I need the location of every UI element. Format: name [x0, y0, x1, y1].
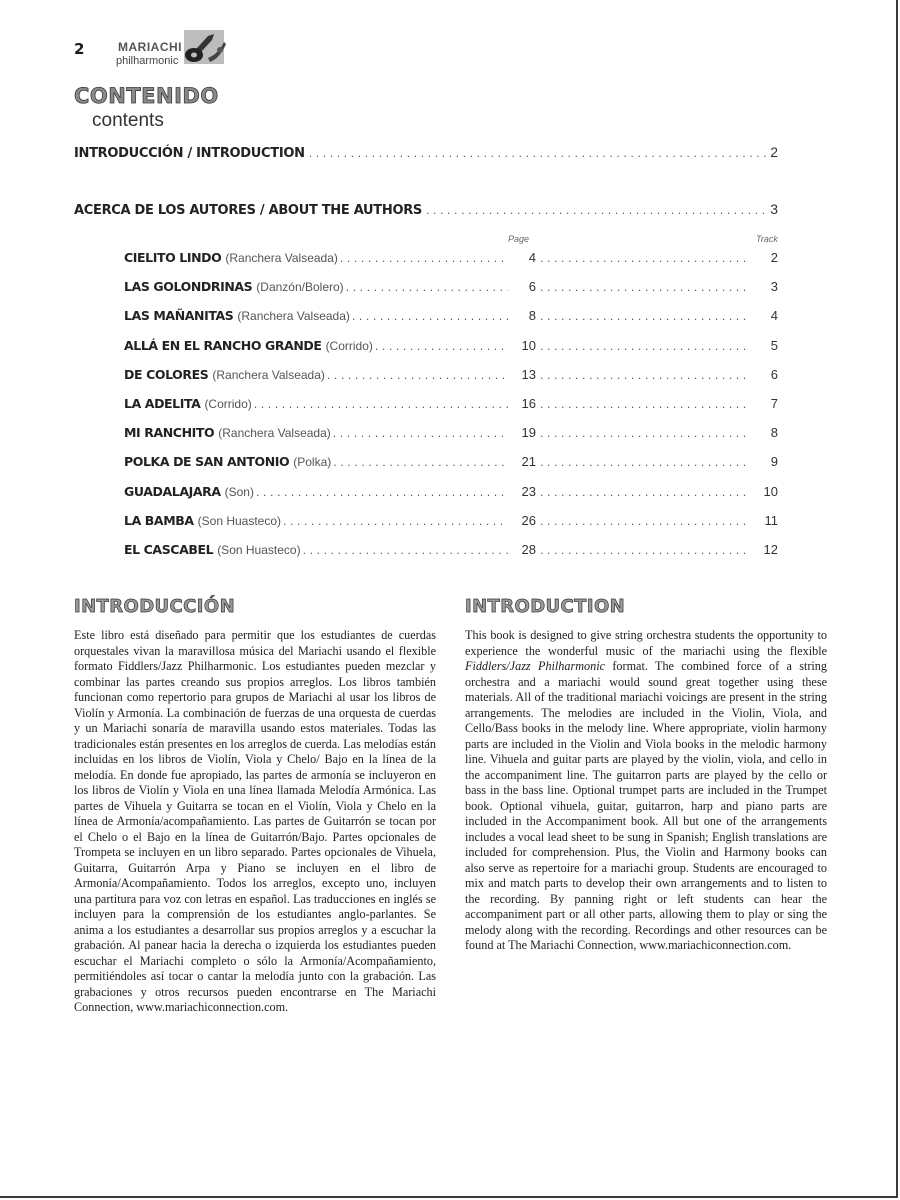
song-title: GUADALAJARA: [124, 483, 221, 499]
intro-en-title: INTRODUCTION: [465, 596, 626, 617]
song-mid: [536, 427, 752, 440]
song-left: [124, 308, 510, 323]
song-track: 8: [770, 425, 778, 441]
song-page: 13: [521, 366, 536, 382]
toc-entry-label: INTRODUCCIÓN / INTRODUCTION: [74, 146, 305, 161]
leader-dots: [303, 544, 508, 557]
leader-dots: [375, 340, 508, 353]
song-track: 7: [770, 396, 778, 411]
song-row[interactable]: [124, 513, 778, 533]
song-page: 21: [521, 454, 536, 470]
song-track: 10: [763, 483, 778, 499]
leader-dots: [540, 340, 748, 353]
song-genre: (Danzón/Bolero): [256, 280, 344, 295]
song-page: 8: [528, 308, 536, 324]
leader-dots: [540, 515, 748, 528]
leader-dots: [540, 398, 748, 411]
leader-dots: [540, 427, 748, 440]
song-track: 3: [770, 279, 778, 295]
song-track: 11: [764, 512, 778, 528]
column-header-track: Track: [756, 234, 778, 244]
song-row[interactable]: [124, 484, 778, 504]
song-title: POLKA DE SAN ANTONIO: [124, 454, 290, 470]
intro-en-body: [465, 628, 827, 954]
song-left: [124, 250, 510, 265]
song-page: 4: [528, 250, 536, 265]
mariachi-instruments-logo-icon: [178, 28, 228, 68]
song-row[interactable]: [124, 338, 778, 358]
leader-dots: [540, 310, 748, 323]
song-genre: (Corrido): [325, 338, 373, 353]
song-row[interactable]: [124, 367, 778, 387]
leader-dots: [540, 252, 748, 265]
leader-dots: [333, 456, 508, 469]
intro-es-body: Este libro está diseñado para permitir que los estudiantes de cuerdas orquestales vivan la maravillosa música del Mariachi usando el flexible formato Fiddlers/Jazz Philharmonic. Los estudiantes pueden mezclar y combinar las partes creando sus propios arreglos. Los libros también funcionan como repertorio para grupos de Mariachi al usar los libros de Violín y Armonía. La combinación de fuerzas de una orquesta de cuerdas y un Mariachi sonaría de maravilla usando estos materiales. Todas las tradicionales están presentes en los arreglos de cuerda. Las melodías están incluidas en los libros de Violín, Viola y Chelo/ Bajo en la línea de la melodía. En donde fue apropiado, las partes de armonía se incluyeron en los libros de Violín y Viola en una línea llamada Melodía Armónica. Las partes de Vihuela y Guitarra se tocan en el Violín, Viola y Chelo en la línea de Armonía/acompañamiento. Las partes de Guitarrón se tocan por el Chelo o el Bajo en la línea de Guitarrón/Bajo. Partes opcionales de Trompeta se incluyen en un libro separado. Partes opcionales de Vihuela, Guitarra, Guitarrón Arpa y Piano se incluyen en el libro de Armonía/Acompañamiento. Todos los arreglos, excepto uno, incluyen una partitura para voz con letras en español. Las traducciones en inglés se incluyen para la comprensión de los estudiantes anglo-parlantes. Se anima a los estudiantes a desarrollar sus propios arreglos y a escuchar la grabación. Al panear hacia la derecha o izquierda los estudiantes pueden escuchar el Mariachi completo o sólo la Armonía/Acompañamiento, permitiéndoles así tocar o cantar la melodía junto con la grabación. Las grabaciones y otros recursos pueden encontrarse en The Mariachi Connection, www.mariachiconnection.com.: [74, 628, 436, 1014]
song-title: LA ADELITA: [124, 396, 201, 411]
brand-name-top: MARIACHI: [118, 40, 182, 54]
song-title: LAS GOLONDRINAS: [124, 279, 253, 295]
song-track: 12: [763, 542, 778, 557]
song-mid: [536, 544, 752, 557]
song-left: [124, 484, 510, 499]
song-left: [124, 367, 510, 382]
leader-dots: [540, 486, 748, 499]
leader-dots: [540, 281, 748, 294]
page-number: 2: [74, 40, 85, 58]
column-header-page: Page: [508, 234, 530, 244]
toc-entry-page: 3: [770, 201, 778, 217]
song-title: CIELITO LINDO: [124, 250, 222, 265]
contents-subtitle: contents: [92, 110, 164, 131]
song-title: MI RANCHITO: [124, 425, 215, 441]
song-row[interactable]: [124, 542, 778, 562]
leader-dots: [340, 252, 508, 265]
leader-dots: [327, 369, 508, 382]
song-title: LAS MAÑANITAS: [124, 308, 234, 324]
song-genre: (Ranchera Valseada): [237, 309, 350, 324]
song-genre: (Ranchera Valseada): [225, 251, 338, 265]
song-genre: (Corrido): [204, 397, 252, 411]
song-left: [124, 542, 510, 557]
intro-en-text: This book is designed to give string orchestra students the opportunity to experience the wonderful music of the mariachi using the flexible: [465, 628, 827, 658]
song-row[interactable]: [124, 454, 778, 474]
song-row[interactable]: [124, 425, 778, 445]
toc-entry-page: 2: [770, 144, 778, 160]
song-mid: [536, 340, 752, 353]
toc-entry-label: ACERCA DE LOS AUTORES / ABOUT THE AUTHORS: [74, 203, 422, 218]
toc-entry-about-authors[interactable]: [74, 201, 778, 218]
song-mid: [536, 486, 752, 499]
song-row[interactable]: [124, 250, 778, 270]
leader-dots: [333, 427, 508, 440]
leader-dots: [540, 544, 748, 557]
leader-dots: [540, 456, 748, 469]
song-track: 6: [770, 366, 778, 382]
leader-dots: [426, 204, 766, 217]
song-mid: [536, 515, 752, 528]
song-row[interactable]: [124, 396, 778, 416]
song-mid: [536, 310, 752, 323]
intro-en-format-name: Fiddlers/Jazz Philharmonic: [465, 659, 606, 673]
song-mid: [536, 252, 752, 265]
song-mid: [536, 369, 752, 382]
song-genre: (Polka): [293, 455, 332, 470]
song-left: [124, 513, 510, 528]
leader-dots: [254, 398, 508, 411]
contents-title: CONTENIDO: [74, 84, 219, 108]
leader-dots: [346, 281, 508, 294]
song-title: LA BAMBA: [124, 512, 194, 528]
song-page: 28: [521, 542, 536, 557]
song-row[interactable]: [124, 279, 778, 299]
song-left: [124, 396, 510, 411]
leader-dots: [256, 486, 508, 499]
song-page: 10: [521, 337, 536, 353]
brand-name-bottom: philharmonic: [116, 55, 179, 67]
song-title: EL CASCABEL: [124, 542, 214, 557]
song-page: 26: [521, 512, 536, 528]
song-track: 4: [770, 308, 778, 324]
leader-dots: [352, 310, 508, 323]
leader-dots: [309, 147, 766, 160]
song-page: 6: [528, 279, 536, 295]
song-mid: [536, 281, 752, 294]
song-page: 19: [521, 425, 536, 441]
song-page: 23: [521, 483, 536, 499]
song-track: 5: [770, 337, 778, 353]
leader-dots: [283, 515, 508, 528]
song-title: DE COLORES: [124, 366, 209, 382]
song-genre: (Son Huasteco): [197, 513, 282, 528]
song-genre: (Ranchera Valseada): [212, 367, 325, 382]
song-genre: (Ranchera Valseada): [218, 426, 331, 441]
song-left: [124, 425, 510, 440]
song-genre: (Son Huasteco): [217, 543, 301, 557]
song-mid: [536, 456, 752, 469]
song-title: ALLÁ EN EL RANCHO GRANDE: [124, 337, 322, 353]
song-track: 2: [770, 250, 778, 265]
song-left: [124, 454, 510, 469]
song-left: [124, 338, 510, 353]
song-track: 9: [770, 454, 778, 470]
intro-en-text: format. The combined force of a string orchestra and a mariachi would sound great together using these materials. All of the traditional mariachi voicings are present in the string arrangements. The melodies are included in the Violin, Viola, and Cello/Bass books in the melody line. Where appropriate, violin harmony parts are included in the Violin and Viola books in the melodic harmony line. Vihuela and guitar parts are played by the violin, viola, and cello in the accompaniment line. The guitarron parts are played by the cello or bass in the bass line. Optional trumpet parts are included in the Trumpet book. Optional vihuela, guitar, guitarron, harp and piano parts are included in the Accompaniment book. All but one of the arrangements includes a vocal lead sheet to be sung in Spanish; English translations are included for comprehension. Plus, the Violin and Harmony books can also serve as repertoire for a mariachi group. Students are encouraged to mix and match parts to develop their own arrangements and to listen to the recording. By panning right or left students can hear the accompaniment part or all other parts, allowing them to play or sing the melody along with the recording. Recordings and other resources can be found at The Mariachi Connection, www.mariachiconnection.com.: [465, 659, 827, 952]
song-mid: [536, 398, 752, 411]
intro-es-title: INTRODUCCIÓN: [74, 596, 236, 617]
song-left: [124, 279, 510, 294]
song-row[interactable]: [124, 308, 778, 328]
leader-dots: [540, 369, 748, 382]
song-page: 16: [521, 396, 536, 411]
song-genre: (Son): [224, 484, 254, 499]
toc-entry-introduction[interactable]: [74, 144, 778, 161]
